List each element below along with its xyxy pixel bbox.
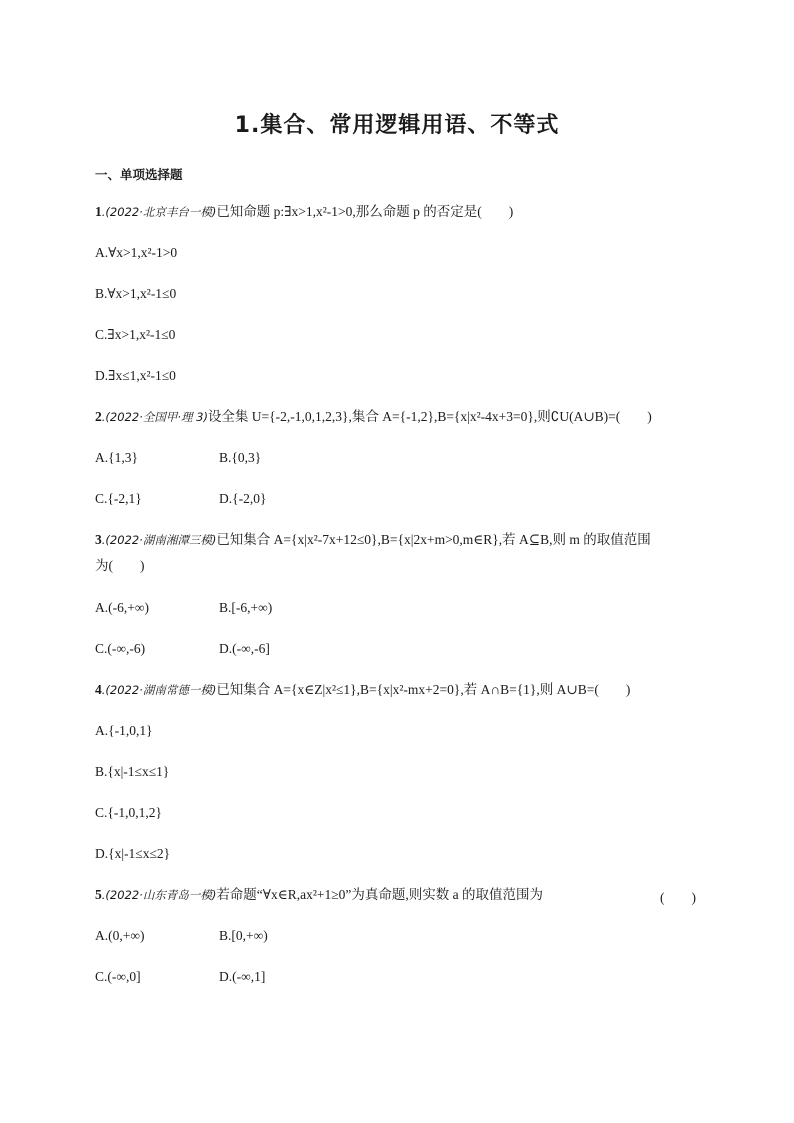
question-source: .(2022·全国甲·理 3)	[101, 410, 208, 424]
option-b: B.[0,+∞)	[219, 928, 268, 943]
option-c: C.{-2,1}	[95, 491, 142, 506]
question-text: 已知集合 A={x|x²-7x+12≤0},B={x|2x+m>0,m∈R},若 A⊆B,则 m 的取值范围	[216, 532, 651, 547]
option-b: B.[-6,+∞)	[219, 600, 273, 615]
option-d: D.(-∞,1]	[219, 969, 266, 984]
option-d: D.{-2,0}	[219, 491, 267, 506]
question-3-stem	[95, 531, 651, 549]
option-a: A.(-6,+∞)	[95, 600, 149, 615]
page-title: 1.集合、常用逻辑用语、不等式	[234, 113, 560, 138]
option-d: D.{x|-1≤x≤2}	[95, 846, 171, 861]
option-a: A.{-1,0,1}	[95, 723, 153, 738]
question-source: .(2022·湖南湘潭三模)	[101, 533, 217, 547]
option-c: C.∃x>1,x²-1≤0	[95, 327, 176, 342]
question-text: 已知集合 A={x∈Z|x²≤1},B={x|x²-mx+2=0},若 A∩B={1},则 A∪B=( )	[216, 682, 631, 697]
question-1-stem	[95, 203, 513, 221]
option-b: B.∀x>1,x²-1≤0	[95, 286, 177, 301]
question-number: 5	[95, 887, 102, 902]
option-c: C.(-∞,0]	[95, 969, 141, 984]
option-d: D.(-∞,-6]	[219, 641, 270, 656]
option-a: A.(0,+∞)	[95, 928, 145, 943]
option-a: A.{1,3}	[95, 450, 138, 465]
section-heading: 一、单项选择题	[95, 167, 183, 182]
answer-parentheses: ( )	[660, 890, 696, 905]
question-text: 设全集 U={-2,-1,0,1,2,3},集合 A={-1,2},B={x|x²-4x+3=0},则∁U(A∪B)=( )	[207, 409, 652, 424]
question-number: 4	[95, 682, 102, 697]
option-b: B.{0,3}	[219, 450, 262, 465]
option-c: C.{-1,0,1,2}	[95, 805, 162, 820]
question-source: .(2022·湖南常德一模)	[101, 683, 217, 697]
option-d: D.∃x≤1,x²-1≤0	[95, 368, 176, 383]
question-text: 若命题“∀x∈R,ax²+1≥0”为真命题,则实数 a 的取值范围为	[216, 887, 543, 902]
option-c: C.(-∞,-6)	[95, 641, 146, 656]
question-text: 已知命题 p:∃x>1,x²-1>0,那么命题 p 的否定是( )	[216, 204, 514, 219]
question-4-stem	[95, 681, 630, 699]
question-2-stem	[95, 408, 652, 426]
option-b: B.{x|-1≤x≤1}	[95, 764, 170, 779]
question-3-stem-continued: 为( )	[95, 558, 145, 573]
question-5-stem	[95, 886, 543, 904]
question-source: .(2022·山东青岛一模)	[101, 888, 217, 902]
question-number: 1	[95, 204, 102, 219]
question-number: 3	[95, 532, 102, 547]
question-number: 2	[95, 409, 102, 424]
option-a: A.∀x>1,x²-1>0	[95, 245, 178, 260]
question-source: .(2022·北京丰台一模)	[101, 205, 217, 219]
